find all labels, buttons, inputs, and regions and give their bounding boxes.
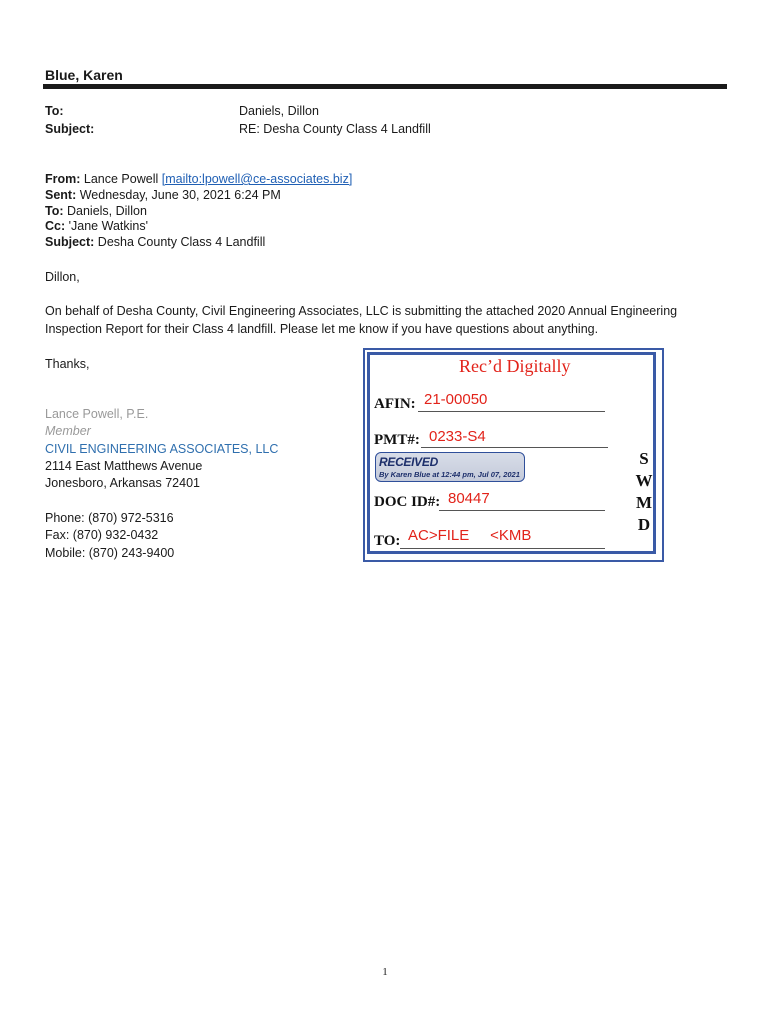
docid-value: 80447: [448, 490, 490, 507]
orig-to-value: Daniels, Dillon: [67, 204, 147, 218]
afin-underline: [418, 411, 605, 412]
body-line-2: Inspection Report for their Class 4 landfill. Please let me know if you have questions about anything.: [45, 322, 599, 336]
stamp-title: Rec’d Digitally: [459, 356, 571, 376]
subject-label: Subject:: [45, 122, 95, 136]
swmd-letter-d: D: [637, 515, 651, 534]
signature-fax: Fax: (870) 932-0432: [45, 528, 159, 542]
signature-address-2: Jonesboro, Arkansas 72401: [45, 476, 200, 490]
cc-value: 'Jane Watkins': [68, 219, 148, 233]
afin-value: 21-00050: [424, 391, 488, 408]
to-value: Daniels, Dillon: [239, 104, 319, 118]
cc-label: Cc:: [45, 219, 66, 233]
cc-line: [45, 219, 148, 233]
pmt-value: 0233-S4: [429, 428, 486, 445]
pmt-label: PMT#:: [374, 432, 420, 448]
closing: Thanks,: [45, 357, 90, 371]
docid-underline: [439, 510, 605, 511]
orig-subject-line: [45, 235, 265, 249]
sent-value: Wednesday, June 30, 2021 6:24 PM: [79, 188, 281, 202]
from-email-link[interactable]: [mailto:lpowell@ce-associates.biz]: [161, 172, 353, 186]
orig-to-label: To:: [45, 204, 64, 218]
pmt-underline: [421, 447, 608, 448]
orig-subject-label: Subject:: [45, 235, 95, 249]
to-stamp-label: TO:: [374, 533, 401, 549]
swmd-letters: [634, 448, 654, 536]
orig-to-line: [45, 204, 147, 218]
swmd-letter-m: M: [635, 493, 653, 512]
signature-title: Member: [45, 424, 91, 438]
to-stamp-underline: [400, 548, 605, 549]
greeting: Dillon,: [45, 270, 80, 284]
header-rule: [43, 84, 727, 89]
page-number: 1: [382, 966, 388, 978]
signature-company: CIVIL ENGINEERING ASSOCIATES, LLC: [45, 442, 279, 456]
body-line-1: On behalf of Desha County, Civil Engineering Associates, LLC is submitting the attached 2020 Annual Engineering: [45, 304, 678, 318]
swmd-letter-w: W: [635, 471, 653, 490]
sent-line: [45, 188, 281, 202]
signature-phone: Phone: (870) 972-5316: [45, 511, 174, 525]
subject-value: RE: Desha County Class 4 Landfill: [239, 122, 431, 136]
orig-subject-value: Desha County Class 4 Landfill: [97, 235, 266, 249]
sent-label: Sent:: [45, 188, 77, 202]
from-line: [45, 172, 352, 186]
docid-label: DOC ID#:: [374, 494, 441, 510]
to-label: To:: [45, 104, 64, 118]
received-title: RECEIVED: [379, 455, 438, 469]
to-stamp-value: AC>FILE <KMB: [408, 527, 532, 544]
signature-mobile: Mobile: (870) 243-9400: [45, 546, 175, 560]
from-name: Lance Powell: [83, 172, 159, 186]
sender-name: Blue, Karen: [45, 67, 123, 83]
from-label: From:: [45, 172, 81, 186]
afin-label: AFIN:: [374, 396, 416, 412]
signature-name: Lance Powell, P.E.: [45, 407, 149, 421]
signature-address-1: 2114 East Matthews Avenue: [45, 459, 203, 473]
received-subtitle: By Karen Blue at 12:44 pm, Jul 07, 2021: [379, 470, 520, 479]
swmd-letter-s: S: [639, 449, 649, 468]
